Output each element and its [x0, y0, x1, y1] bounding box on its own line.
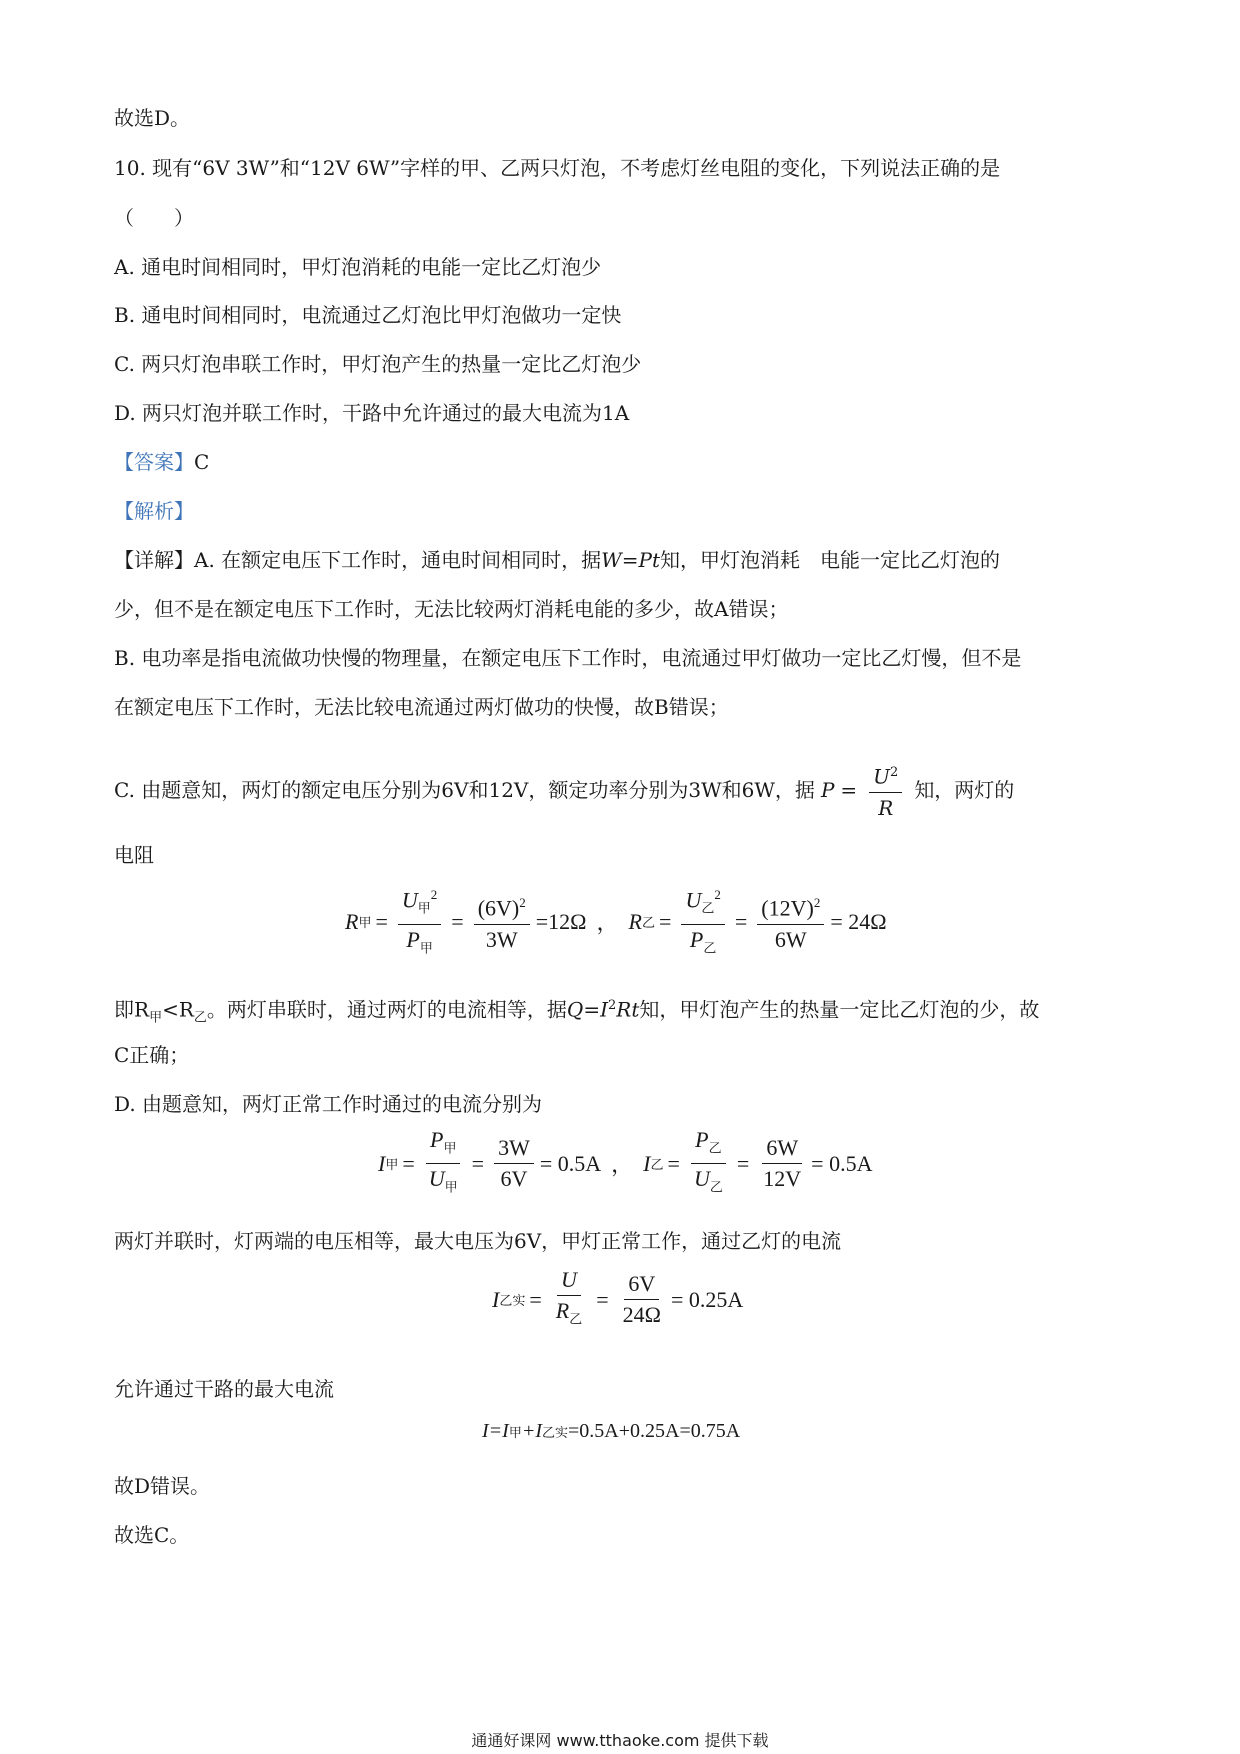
- detail-b-line-2: 在额定电压下工作时，无法比较电流通过两灯做功的快慢，故B错误；: [114, 695, 729, 719]
- fraction-u-over-p-yi: [681, 882, 724, 961]
- value-12v: 12V: [763, 1166, 802, 1192]
- r-text-sub: 乙: [193, 1010, 207, 1026]
- formula-square: 2: [890, 765, 899, 780]
- detail-b-line-1: B. 电功率是指电流做功快慢的物理量，在额定电压下工作时，电流通过甲灯做功一定比乙灯慢，但不是: [114, 646, 1022, 670]
- total-sub-jia: 甲: [508, 1425, 522, 1440]
- u-sub: 乙: [701, 900, 715, 916]
- p-sub: 乙: [708, 1140, 722, 1156]
- r-text: 即R: [114, 997, 150, 1022]
- answer-value: C: [194, 450, 210, 474]
- total-i: I=I: [482, 1420, 509, 1442]
- i-jia-symbol: I: [378, 1150, 386, 1176]
- p-symbol: P: [429, 1127, 444, 1152]
- eq-sign: =: [375, 908, 388, 934]
- resistance-equation: [345, 882, 887, 961]
- footer-watermark: 通通好课网 www.tthaoke.com 提供下载: [471, 1731, 769, 1750]
- total-current-equation: [482, 1420, 740, 1443]
- option-b: B. 通电时间相同时，电流通过乙灯泡比甲灯泡做功一定快: [114, 303, 622, 327]
- detail-a-line-2: 少，但不是在额定电压下工作时，无法比较两灯消耗电能的多少，故A错误；: [114, 597, 789, 621]
- fraction-u-over-r-yi: [552, 1267, 586, 1332]
- detail-a-text: 【详解】A. 在额定电压下工作时，通电时间相同时，据: [114, 548, 602, 572]
- u-sup: 2: [714, 887, 721, 902]
- eq-sign: =: [734, 908, 748, 934]
- r-yi-sub: 乙: [642, 915, 656, 931]
- formula-p: P: [820, 778, 835, 803]
- fraction-6v-over-24ohm: [619, 1271, 665, 1328]
- fraction-12v-over-6w: [757, 890, 824, 952]
- final-conclusion: 故选C。: [114, 1523, 190, 1547]
- eq-sign: =: [667, 1150, 680, 1176]
- u-sub: 甲: [417, 900, 431, 916]
- eq-sign: =: [402, 1150, 415, 1176]
- series-text-tail: 知，甲灯泡产生的热量一定比乙灯泡的少，故: [639, 997, 1040, 1022]
- r-symbol: R: [555, 1298, 570, 1323]
- u-sup: 2: [430, 887, 438, 902]
- u-symbol: U: [401, 887, 418, 913]
- detail-d-line-1: D. 由题意知，两灯正常工作时通过的电流分别为: [114, 1092, 543, 1116]
- u-symbol: U: [693, 1166, 710, 1192]
- value-24ohm: 24Ω: [622, 1302, 662, 1328]
- value-3w: 3W: [494, 1135, 534, 1164]
- p-sub: 乙: [703, 940, 717, 956]
- total-sub-yishi: 乙实: [542, 1425, 569, 1440]
- i-yishi-result: = 0.25A: [671, 1286, 744, 1312]
- previous-conclusion: 故选D。: [114, 106, 191, 130]
- formula-eq: =: [840, 778, 858, 803]
- p-sub: 甲: [419, 940, 433, 956]
- fraction-p-over-u-jia: [425, 1127, 462, 1201]
- r-sub: 乙: [569, 1311, 583, 1327]
- eq-sign: =: [596, 1286, 609, 1312]
- formula-u: U: [873, 764, 891, 789]
- fraction-6w-over-12v: [759, 1135, 805, 1192]
- r-jia-symbol: R: [345, 908, 359, 934]
- p-symbol: P: [689, 926, 704, 952]
- fraction-u-over-p-jia: [398, 882, 441, 961]
- eq-sign: =: [471, 1150, 485, 1176]
- p-symbol: P: [406, 926, 420, 952]
- detail-c-line-3: [114, 991, 1039, 1034]
- answer-line: [114, 447, 209, 477]
- detail-c-line-1: [114, 760, 1014, 821]
- detail-c-text-tail: 知，两灯的: [914, 778, 1015, 803]
- value-12v: (12V): [761, 895, 814, 921]
- value-sup: 2: [519, 895, 526, 911]
- p-symbol: P: [695, 1127, 709, 1152]
- i-jia-sub: 甲: [385, 1157, 399, 1173]
- actual-current-equation: [492, 1267, 743, 1332]
- detail-d-line-2: 两灯并联时，灯两端的电压相等，最大电压为6V，甲灯正常工作，通过乙灯的电流: [114, 1229, 842, 1253]
- eq-sign: =: [736, 1150, 750, 1176]
- value-6w: 6W: [762, 1135, 802, 1164]
- i-yi-symbol: I: [643, 1150, 651, 1176]
- i-yishi-sub: 乙实: [499, 1293, 526, 1309]
- i-yishi-symbol: I: [492, 1286, 500, 1312]
- u-symbol: U: [428, 1166, 445, 1192]
- value-6w: 6W: [774, 926, 807, 952]
- eq-sign: =: [659, 908, 672, 934]
- fraction-3w-over-6v: [494, 1135, 534, 1192]
- formula-r: R: [878, 795, 894, 820]
- r-jia-sub: 甲: [358, 915, 372, 931]
- eq-sign: =: [451, 908, 464, 934]
- p-sub: 甲: [443, 1140, 457, 1156]
- u-sub: 乙: [709, 1179, 723, 1195]
- u-symbol: U: [685, 887, 702, 913]
- formula-w-pt: W=Pt: [601, 548, 660, 572]
- series-text: 。两灯串联时，通过两灯的电流相等，据: [206, 997, 567, 1022]
- total-plus-i: +I: [521, 1420, 542, 1442]
- detail-d-line-3: 允许通过干路的最大电流: [114, 1377, 334, 1401]
- u-symbol: U: [557, 1267, 581, 1296]
- value-6v: (6V): [477, 895, 520, 921]
- formula-q-sup: 2: [607, 998, 617, 1013]
- detail-a-text-tail: 知，甲灯泡消耗 电能一定比乙灯泡的: [659, 548, 1000, 572]
- detail-c-line-2: 电阻: [114, 843, 154, 867]
- lt-r-text: <R: [162, 997, 194, 1022]
- separator: ，: [611, 1152, 634, 1178]
- value-6v: 6V: [500, 1166, 528, 1192]
- r-jia-result: =12Ω: [535, 908, 587, 934]
- fraction-p-over-u-yi: [690, 1127, 727, 1201]
- r-yi-result: = 24Ω: [830, 908, 887, 934]
- option-a: A. 通电时间相同时，甲灯泡消耗的电能一定比乙灯泡少: [114, 255, 602, 279]
- answer-tag: 【答案】: [114, 450, 194, 474]
- current-equation: [378, 1127, 872, 1201]
- i-yi-result: = 0.5A: [811, 1150, 873, 1176]
- u-sub: 甲: [444, 1179, 458, 1195]
- question-stem: 10. 现有“6V 3W”和“12V 6W”字样的甲、乙两只灯泡，不考虑灯丝电阻的变化，下列说法正确的是: [114, 156, 1001, 180]
- i-yi-sub: 乙: [650, 1157, 664, 1173]
- power-fraction: [869, 760, 902, 821]
- detail-a-line-1: [114, 545, 1000, 575]
- option-c: C. 两只灯泡串联工作时，甲灯泡产生的热量一定比乙灯泡少: [114, 352, 642, 376]
- question-bracket: （ ）: [114, 206, 194, 230]
- formula-q: Q=I: [566, 997, 608, 1022]
- i-jia-result: = 0.5A: [539, 1150, 602, 1176]
- value-6v: 6V: [624, 1271, 659, 1300]
- formula-rt: Rt: [616, 997, 640, 1022]
- option-d: D. 两只灯泡并联工作时，干路中允许通过的最大电流为1A: [114, 401, 630, 425]
- separator: ，: [596, 910, 619, 936]
- detail-c-text: C. 由题意知，两灯的额定电压分别为6V和12V，额定功率分别为3W和6W，据: [114, 778, 815, 803]
- value-sup: 2: [813, 895, 821, 911]
- detail-c-line-4: C正确；: [114, 1043, 190, 1067]
- eq-sign: =: [529, 1286, 542, 1312]
- r-yi-symbol: R: [628, 908, 642, 934]
- fraction-6v-over-3w: [474, 890, 530, 952]
- value-3w: 3W: [485, 926, 518, 952]
- detail-d-line-4: 故D错误。: [114, 1474, 211, 1498]
- analysis-tag: 【解析】: [114, 499, 194, 523]
- total-result: =0.5A+0.25A=0.75A: [568, 1420, 741, 1442]
- r-text-sub: 甲: [149, 1010, 163, 1026]
